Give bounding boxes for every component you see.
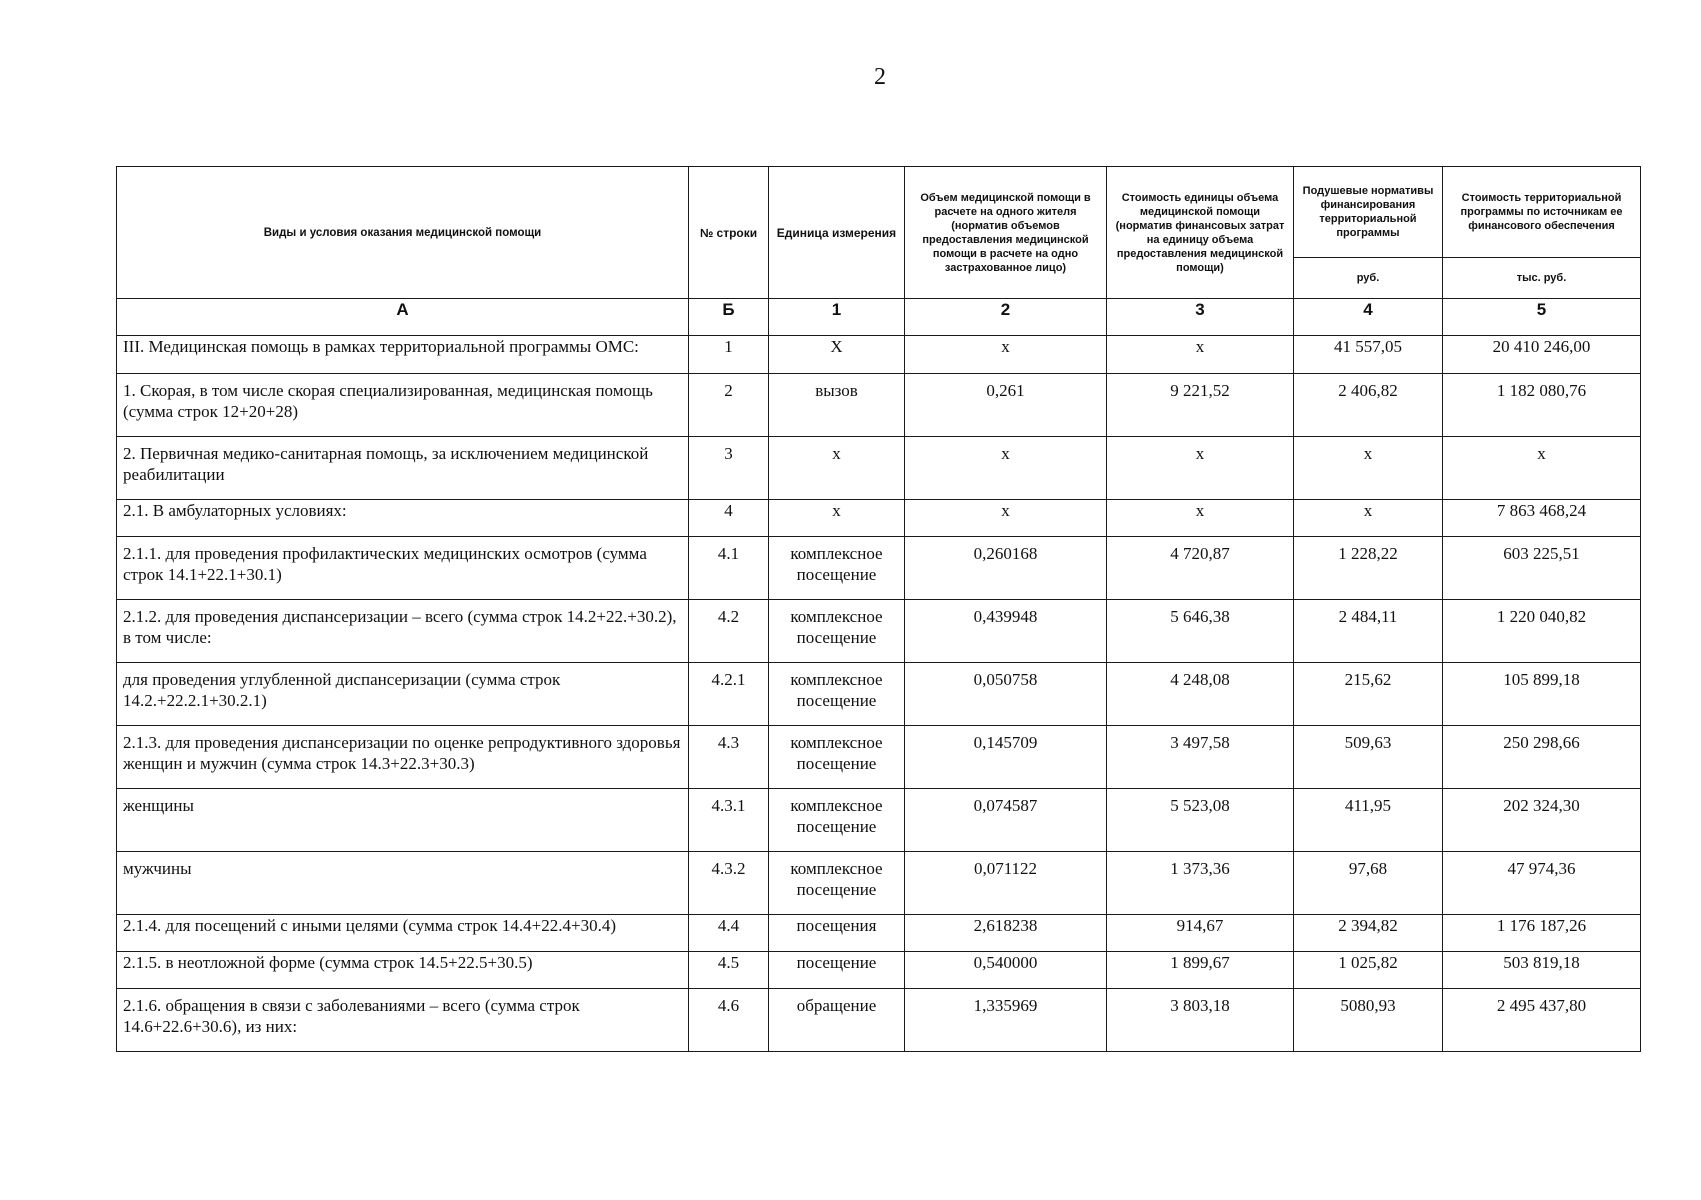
table-row — [117, 437, 1641, 500]
row-name: 2.1.1. для проведения профилактических медицинских осмотров (сумма строк 14.1+22.1+30.1) — [117, 537, 689, 600]
column-number-row — [117, 299, 1641, 336]
column-number: 3 — [1107, 299, 1294, 336]
row-unit: посещение — [769, 952, 905, 989]
header-care-types: Виды и условия оказания медицинской помощи — [117, 167, 689, 299]
row-per-capita: 1 025,82 — [1294, 952, 1443, 989]
header-volume: Объем медицинской помощи в расчете на одного жителя (норматив объемов предоставления медицинской помощи в расчете на одно застрахованное лицо) — [905, 167, 1107, 299]
row-name: 2.1.5. в неотложной форме (сумма строк 14.5+22.5+30.5) — [117, 952, 689, 989]
row-program-cost: 2 495 437,80 — [1443, 989, 1641, 1052]
table-row — [117, 500, 1641, 537]
row-volume: 0,260168 — [905, 537, 1107, 600]
column-number: 4 — [1294, 299, 1443, 336]
row-unit: обращение — [769, 989, 905, 1052]
row-unit: комплексное посещение — [769, 852, 905, 915]
header-unit-cost: Стоимость единицы объема медицинской помощи (норматив финансовых затрат на единицу объема предоставления медицинской помощи) — [1107, 167, 1294, 299]
row-program-cost: 1 176 187,26 — [1443, 915, 1641, 952]
row-program-cost: х — [1443, 437, 1641, 500]
row-name: 2. Первичная медико-санитарная помощь, за исключением медицинской реабилитации — [117, 437, 689, 500]
row-unit-cost: 5 646,38 — [1107, 600, 1294, 663]
header-program-cost-unit: тыс. руб. — [1443, 258, 1641, 299]
row-line-number: 3 — [689, 437, 769, 500]
row-volume: 0,261 — [905, 374, 1107, 437]
row-per-capita: 215,62 — [1294, 663, 1443, 726]
header-program-cost: Стоимость территориальной программы по источникам ее финансового обеспечения — [1443, 167, 1641, 258]
row-name: 2.1.2. для проведения диспансеризации – всего (сумма строк 14.2+22.+30.2), в том числе: — [117, 600, 689, 663]
row-unit-cost: 9 221,52 — [1107, 374, 1294, 437]
header-row — [117, 167, 1641, 258]
row-volume: х — [905, 500, 1107, 537]
row-per-capita: х — [1294, 500, 1443, 537]
row-per-capita: 41 557,05 — [1294, 336, 1443, 374]
row-line-number: 4.1 — [689, 537, 769, 600]
table-row — [117, 789, 1641, 852]
row-unit-cost: 4 720,87 — [1107, 537, 1294, 600]
table-row — [117, 537, 1641, 600]
column-number: 1 — [769, 299, 905, 336]
table-row — [117, 663, 1641, 726]
row-program-cost: 603 225,51 — [1443, 537, 1641, 600]
table-row — [117, 336, 1641, 374]
row-volume: 0,439948 — [905, 600, 1107, 663]
row-unit: комплексное посещение — [769, 537, 905, 600]
table-row — [117, 952, 1641, 989]
row-program-cost: 1 182 080,76 — [1443, 374, 1641, 437]
column-number: Б — [689, 299, 769, 336]
row-unit-cost: х — [1107, 437, 1294, 500]
row-program-cost: 250 298,66 — [1443, 726, 1641, 789]
column-number: 2 — [905, 299, 1107, 336]
row-unit: Х — [769, 336, 905, 374]
row-unit-cost: 3 497,58 — [1107, 726, 1294, 789]
row-unit-cost: 4 248,08 — [1107, 663, 1294, 726]
row-volume: х — [905, 336, 1107, 374]
row-per-capita: 411,95 — [1294, 789, 1443, 852]
row-name: мужчины — [117, 852, 689, 915]
row-per-capita: 1 228,22 — [1294, 537, 1443, 600]
row-program-cost: 20 410 246,00 — [1443, 336, 1641, 374]
row-unit: комплексное посещение — [769, 789, 905, 852]
row-line-number: 4.2.1 — [689, 663, 769, 726]
header-per-capita: Подушевые нормативы финансирования территориальной программы — [1294, 167, 1443, 258]
table-row — [117, 726, 1641, 789]
row-program-cost: 7 863 468,24 — [1443, 500, 1641, 537]
row-volume: 0,050758 — [905, 663, 1107, 726]
row-line-number: 4.3 — [689, 726, 769, 789]
row-line-number: 4.3.1 — [689, 789, 769, 852]
row-unit: х — [769, 500, 905, 537]
row-line-number: 4 — [689, 500, 769, 537]
row-volume: 0,540000 — [905, 952, 1107, 989]
row-volume: 1,335969 — [905, 989, 1107, 1052]
row-unit-cost: 1 899,67 — [1107, 952, 1294, 989]
row-line-number: 4.3.2 — [689, 852, 769, 915]
row-unit: комплексное посещение — [769, 600, 905, 663]
row-volume: 2,618238 — [905, 915, 1107, 952]
row-program-cost: 47 974,36 — [1443, 852, 1641, 915]
row-program-cost: 105 899,18 — [1443, 663, 1641, 726]
table-row — [117, 915, 1641, 952]
row-unit: комплексное посещение — [769, 726, 905, 789]
row-line-number: 4.2 — [689, 600, 769, 663]
row-name: 2.1.3. для проведения диспансеризации по оценке репродуктивного здоровья женщин и мужчин (сумма строк 14.3+22.3+30.3) — [117, 726, 689, 789]
row-line-number: 1 — [689, 336, 769, 374]
row-program-cost: 202 324,30 — [1443, 789, 1641, 852]
row-name: женщины — [117, 789, 689, 852]
row-unit-cost: х — [1107, 336, 1294, 374]
row-name: III. Медицинская помощь в рамках территориальной программы ОМС: — [117, 336, 689, 374]
row-name: 2.1. В амбулаторных условиях: — [117, 500, 689, 537]
row-unit-cost: х — [1107, 500, 1294, 537]
row-volume: х — [905, 437, 1107, 500]
row-line-number: 4.6 — [689, 989, 769, 1052]
row-name: 2.1.6. обращения в связи с заболеваниями – всего (сумма строк 14.6+22.6+30.6), из них: — [117, 989, 689, 1052]
header-per-capita-unit: руб. — [1294, 258, 1443, 299]
row-unit: посещения — [769, 915, 905, 952]
row-volume: 0,071122 — [905, 852, 1107, 915]
row-per-capita: 2 406,82 — [1294, 374, 1443, 437]
row-volume: 0,145709 — [905, 726, 1107, 789]
table-row — [117, 600, 1641, 663]
table-row — [117, 989, 1641, 1052]
row-per-capita: х — [1294, 437, 1443, 500]
row-unit: х — [769, 437, 905, 500]
row-per-capita: 509,63 — [1294, 726, 1443, 789]
row-name: для проведения углубленной диспансеризации (сумма строк 14.2.+22.2.1+30.2.1) — [117, 663, 689, 726]
table-row — [117, 374, 1641, 437]
row-program-cost: 503 819,18 — [1443, 952, 1641, 989]
column-number: 5 — [1443, 299, 1641, 336]
medical-care-table — [116, 166, 1641, 1052]
row-volume: 0,074587 — [905, 789, 1107, 852]
row-unit-cost: 914,67 — [1107, 915, 1294, 952]
row-name: 1. Скорая, в том числе скорая специализированная, медицинская помощь (сумма строк 12+20+28) — [117, 374, 689, 437]
row-per-capita: 2 394,82 — [1294, 915, 1443, 952]
row-unit-cost: 3 803,18 — [1107, 989, 1294, 1052]
header-unit: Единица измерения — [769, 167, 905, 299]
row-line-number: 2 — [689, 374, 769, 437]
table-row — [117, 852, 1641, 915]
row-unit-cost: 1 373,36 — [1107, 852, 1294, 915]
page-number: 2 — [874, 64, 886, 90]
row-per-capita: 97,68 — [1294, 852, 1443, 915]
column-number: А — [117, 299, 689, 336]
row-name: 2.1.4. для посещений с иными целями (сумма строк 14.4+22.4+30.4) — [117, 915, 689, 952]
header-line-number: № строки — [689, 167, 769, 299]
row-line-number: 4.4 — [689, 915, 769, 952]
row-per-capita: 2 484,11 — [1294, 600, 1443, 663]
row-line-number: 4.5 — [689, 952, 769, 989]
row-unit: комплексное посещение — [769, 663, 905, 726]
row-unit: вызов — [769, 374, 905, 437]
row-program-cost: 1 220 040,82 — [1443, 600, 1641, 663]
row-per-capita: 5080,93 — [1294, 989, 1443, 1052]
row-unit-cost: 5 523,08 — [1107, 789, 1294, 852]
